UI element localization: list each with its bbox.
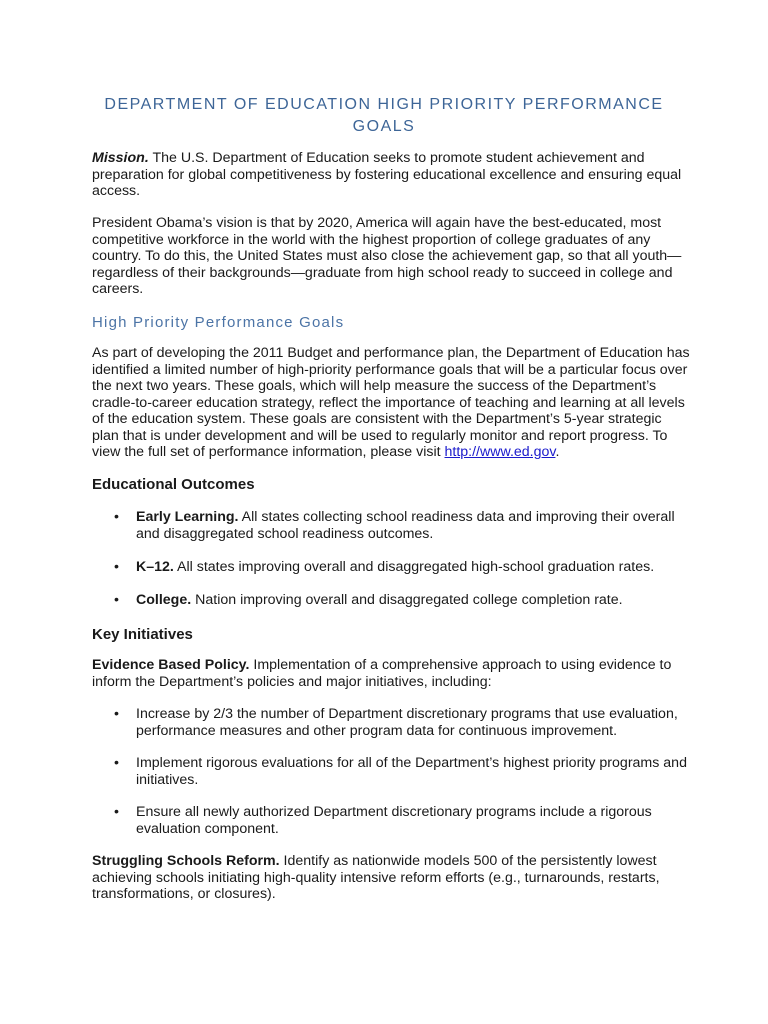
mission-text: The U.S. Department of Education seeks to promote student achievement and preparation for global competitiveness by fostering educational excellence and ensuring equal access. (92, 150, 682, 199)
struggling-paragraph (92, 853, 692, 903)
page-title: DEPARTMENT OF EDUCATION HIGH PRIORITY PERFORMANCE GOALS (104, 96, 664, 135)
outcomes-heading: Educational Outcomes (92, 476, 255, 493)
evidence-paragraph (92, 657, 692, 690)
intro-end: . (555, 444, 560, 460)
mission-label: Mission. (92, 150, 149, 166)
item-text: Ensure all newly authorized Department discretionary programs include a rigorous evaluation component. (136, 804, 652, 837)
bullet-icon: • (114, 509, 119, 525)
mission-paragraph (92, 150, 692, 200)
vision-paragraph: President Obama’s vision is that by 2020, America will again have the best-educated, most competitive workforce in the world with the highest proportion of college graduates of any country. To do this, the United States must also close the achievement gap, so that all youth—regardless of their backgrounds—graduate from high school ready to succeed in college and careers. (92, 215, 682, 297)
bullet-icon: • (114, 755, 119, 771)
struggling-text: Identify as nationwide models 500 of the persistently lowest achieving schools initiating high-quality intensive reform efforts (e.g., turnarounds, restarts, transformations, or closures). (92, 853, 660, 902)
item-label: K–12. (136, 559, 174, 575)
intro-text: As part of developing the 2011 Budget and performance plan, the Department of Education has identified a limited number of high-priority performance goals that will be a particular focus over the next two years. These goals, which will help measure the success of the Department’s cradle-to-career education strategy, reflect the importance of teaching and learning at all levels of the education system. These goals are consistent with the Department’s 5-year strategic plan that is under development and will be used to regularly monitor and report progress. To view the full set of performance information, please visit (92, 345, 690, 460)
struggling-label: Struggling Schools Reform. (92, 853, 280, 869)
bullet-icon: • (114, 804, 119, 820)
evidence-text: Implementation of a comprehensive approach to using evidence to inform the Department’s policies and major initiatives, including: (92, 657, 672, 690)
intro-paragraph (92, 345, 692, 461)
item-text: Increase by 2/3 the number of Department discretionary programs that use evaluation, performance measures and other program data for continuous improvement. (136, 706, 678, 739)
bullet-icon: • (114, 559, 119, 575)
item-label: College. (136, 592, 192, 608)
ed-gov-link[interactable]: http://www.ed.gov (444, 444, 556, 460)
item-text: Implement rigorous evaluations for all of the Department’s highest priority programs and initiatives. (136, 755, 687, 788)
section-heading: High Priority Performance Goals (92, 314, 345, 331)
bullet-icon: • (114, 706, 119, 722)
item-text: All states improving overall and disaggregated high-school graduation rates. (173, 559, 655, 575)
bullet-icon: • (114, 592, 119, 608)
item-text: Nation improving overall and disaggregated college completion rate. (191, 592, 623, 608)
evidence-label: Evidence Based Policy. (92, 657, 250, 673)
item-label: Early Learning. (136, 509, 239, 525)
initiatives-heading: Key Initiatives (92, 626, 193, 643)
item-text: All states collecting school readiness data and improving their overall and disaggregated school readiness outcomes. (136, 509, 675, 542)
